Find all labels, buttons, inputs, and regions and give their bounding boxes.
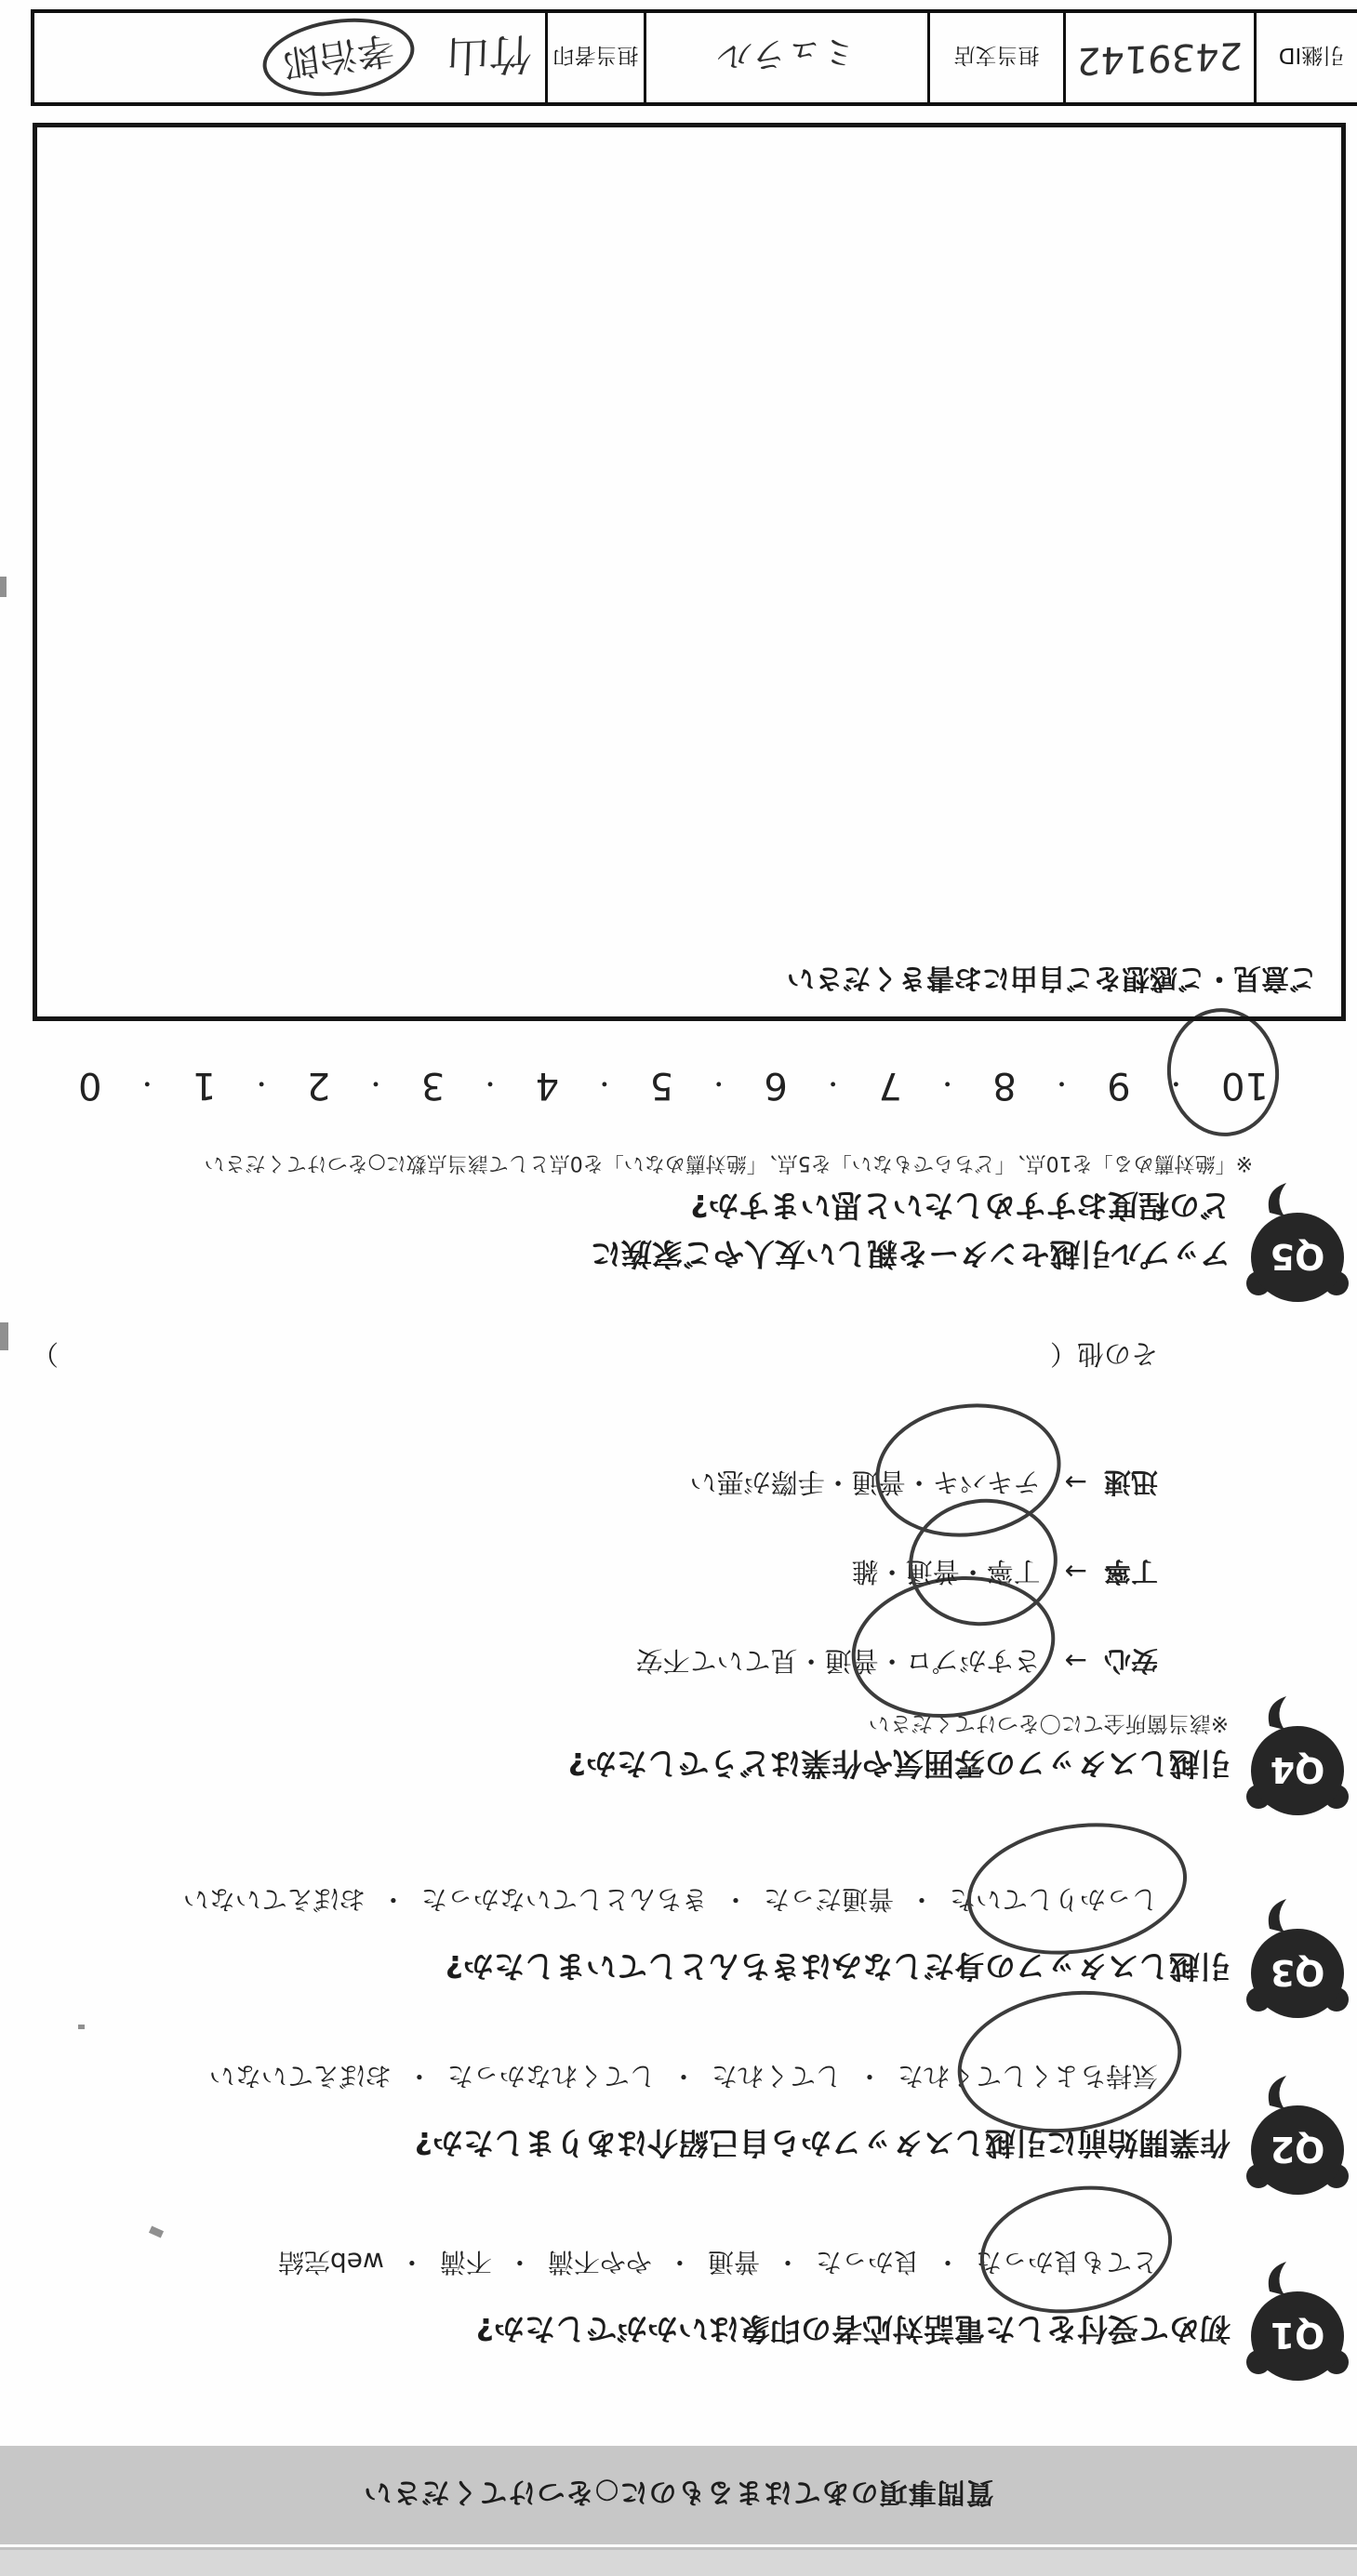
q4-other-label: その他 xyxy=(1076,1338,1158,1370)
instruction-bar xyxy=(0,2446,1357,2544)
q2-badge-label: Q2 xyxy=(1270,2129,1325,2170)
q5-question-line2: どの程度おすすめしたいと思いますか? xyxy=(690,1188,1231,1224)
handover-id-value-cell xyxy=(1066,13,1257,102)
q3-duck-badge xyxy=(1245,1892,1350,2031)
scale-separator: ・ xyxy=(249,1069,274,1097)
option-separator: ・ xyxy=(666,2247,693,2277)
branch-label: 担当支店 xyxy=(953,43,1040,68)
option: 普通 xyxy=(905,1556,960,1587)
option: 気持ちよくしてくれた xyxy=(897,2061,1158,2091)
scale-value-8: 8 xyxy=(992,1064,1017,1107)
scale-value-4: 4 xyxy=(535,1064,560,1107)
q4-row-teinei-label: 丁寧 xyxy=(1103,1556,1158,1587)
q5-duck-badge xyxy=(1245,1175,1350,1315)
scale-value-0: 0 xyxy=(78,1064,102,1107)
option-separator: ・ xyxy=(506,2247,533,2277)
option: しっかりしていた xyxy=(949,1884,1158,1915)
arrow-icon: → xyxy=(1064,1467,1087,1498)
q5-question-line1: アップル引越センターを親しい友人やご家族に xyxy=(590,1236,1231,1272)
scale-separator: ・ xyxy=(477,1069,502,1097)
scale-value-5: 5 xyxy=(649,1064,674,1107)
option: とても良かった xyxy=(975,2247,1158,2277)
option-separator: ・ xyxy=(406,2061,432,2091)
option: テキパキ xyxy=(932,1467,1041,1498)
q1-question: 初めて受付をした電話対応者の印象はいかがでしたか? xyxy=(475,2311,1231,2347)
scanner-edge-margin xyxy=(0,2547,1357,2576)
option-separator: ・ xyxy=(878,1645,906,1677)
q3-badge-label: Q3 xyxy=(1270,1952,1325,1993)
q3-answer-circle xyxy=(958,1808,1197,1970)
scale-separator: ・ xyxy=(935,1069,960,1097)
option: 丁寧 xyxy=(986,1556,1041,1587)
option-separator: ・ xyxy=(797,1645,825,1677)
scale-separator: ・ xyxy=(820,1069,845,1097)
staff-seal-label-cell xyxy=(548,13,646,102)
option: おぼえていない xyxy=(208,2061,392,2091)
arrow-icon: → xyxy=(1064,1645,1087,1677)
q5-badge-label: Q5 xyxy=(1270,1236,1325,1277)
q5-note: ※「絶対薦める」を10点、「どちらでもない」を5点、「絶対薦めない」を0点として該当点数に○をつけてください xyxy=(204,1151,1253,1175)
q1-duck-badge xyxy=(1245,2254,1350,2394)
q1-badge-label: Q1 xyxy=(1270,2315,1325,2356)
comment-box-label: ご意見・ご感想をご自由にお書きください xyxy=(787,962,1317,994)
option: web完結 xyxy=(277,2247,384,2277)
scale-separator: ・ xyxy=(1164,1069,1189,1097)
option: やや不満 xyxy=(547,2247,652,2277)
arrow-icon: → xyxy=(1064,1556,1087,1587)
handover-id-handwritten: 2439142 xyxy=(1076,33,1244,83)
option: 良かった xyxy=(815,2247,920,2277)
scale-value-6: 6 xyxy=(764,1064,788,1107)
q4-badge-label: Q4 xyxy=(1270,1749,1325,1790)
staff-signature-cell xyxy=(34,13,548,102)
option-separator: ・ xyxy=(722,1884,749,1915)
scale-value-7: 7 xyxy=(878,1064,902,1107)
option-separator: ・ xyxy=(908,1884,935,1915)
option-separator: ・ xyxy=(905,1467,933,1498)
option-separator: ・ xyxy=(774,2247,801,2277)
open-paren: （ xyxy=(1049,1338,1077,1370)
option: 不満 xyxy=(439,2247,492,2277)
option: おぼえていない xyxy=(182,1884,366,1915)
option: 手際が悪い xyxy=(689,1467,825,1498)
option-separator: ・ xyxy=(824,1467,852,1498)
scale-separator: ・ xyxy=(135,1069,160,1097)
scale-value-2: 2 xyxy=(306,1064,331,1107)
q2-question: 作業開始前に引越しスタッフから自己紹介はありましたか? xyxy=(414,2125,1231,2161)
q2-duck-badge xyxy=(1245,2068,1350,2208)
handover-id-label: 引継ID xyxy=(1278,43,1345,68)
option: してくれた xyxy=(711,2061,842,2091)
scan-speck xyxy=(78,2025,85,2029)
q1-answer-circle xyxy=(970,2171,1182,2328)
q4-row-other xyxy=(1050,1336,1158,1374)
comment-box xyxy=(33,123,1346,1021)
option: 見ていて不安 xyxy=(635,1645,798,1677)
option-separator: ・ xyxy=(670,2061,697,2091)
branch-label-cell xyxy=(930,13,1066,102)
staff-givenname-seal-circle xyxy=(258,9,419,105)
scale-separator: ・ xyxy=(706,1069,731,1097)
q4-note: ※該当箇所全てに〇をつけてください xyxy=(868,1711,1229,1735)
branch-handwritten: ミュラル xyxy=(716,31,858,78)
scale-separator: ・ xyxy=(592,1069,617,1097)
option-separator: ・ xyxy=(878,1556,906,1587)
q3-question: 引越しスタッフの身だしなみはきちんとしていましたか? xyxy=(445,1948,1231,1985)
option-separator: ・ xyxy=(398,2247,425,2277)
scan-speck xyxy=(0,1322,8,1350)
option-separator: ・ xyxy=(934,2247,961,2277)
option: 普通 xyxy=(707,2247,760,2277)
scale-value-3: 3 xyxy=(420,1064,446,1107)
q4-other-close xyxy=(32,1336,59,1374)
staff-seal-label: 担当者印 xyxy=(552,43,639,68)
handover-id-label-cell xyxy=(1257,13,1357,102)
scale-separator: ・ xyxy=(1049,1069,1074,1097)
branch-value-cell xyxy=(646,13,930,102)
scan-speck xyxy=(0,577,7,597)
option: 普通 xyxy=(851,1467,906,1498)
option: 普通 xyxy=(824,1645,879,1677)
scale-value-10: 10 xyxy=(1221,1064,1269,1107)
option-separator: ・ xyxy=(856,2061,883,2091)
scan-speck xyxy=(149,2225,164,2237)
staff-surname-handwritten: 竹山 xyxy=(446,28,534,82)
q2-answer-circle xyxy=(949,1977,1191,2146)
staff-givenname-handwritten: 孝治郎 xyxy=(280,27,397,86)
option: さすがプロ xyxy=(905,1645,1041,1677)
q4-question: 引越しスタッフの雰囲気や作業はどうでしたか? xyxy=(567,1746,1231,1782)
q5-score-scale xyxy=(78,1064,1269,1107)
scale-value-9: 9 xyxy=(1107,1064,1131,1107)
instruction-text: 質問事項のあてはまるものに○をつけてください xyxy=(363,2476,994,2508)
q5-answer-circle xyxy=(1161,1003,1285,1142)
q4-duck-badge xyxy=(1245,1689,1350,1828)
q4-row-jinsoku-label: 迅速 xyxy=(1103,1467,1158,1498)
q4-row-anshin-label: 安心 xyxy=(1103,1645,1158,1677)
scale-separator: ・ xyxy=(364,1069,389,1097)
scale-value-1: 1 xyxy=(192,1064,217,1107)
handover-info-strip xyxy=(31,9,1357,106)
option: 雑 xyxy=(851,1556,879,1587)
option-separator: ・ xyxy=(959,1556,987,1587)
option: 普通だった xyxy=(763,1884,894,1915)
option: きちんとしていなかった xyxy=(420,1884,708,1915)
option-separator: ・ xyxy=(379,1884,406,1915)
option: してくれなかった xyxy=(446,2061,656,2091)
close-paren: ） xyxy=(31,1338,59,1370)
